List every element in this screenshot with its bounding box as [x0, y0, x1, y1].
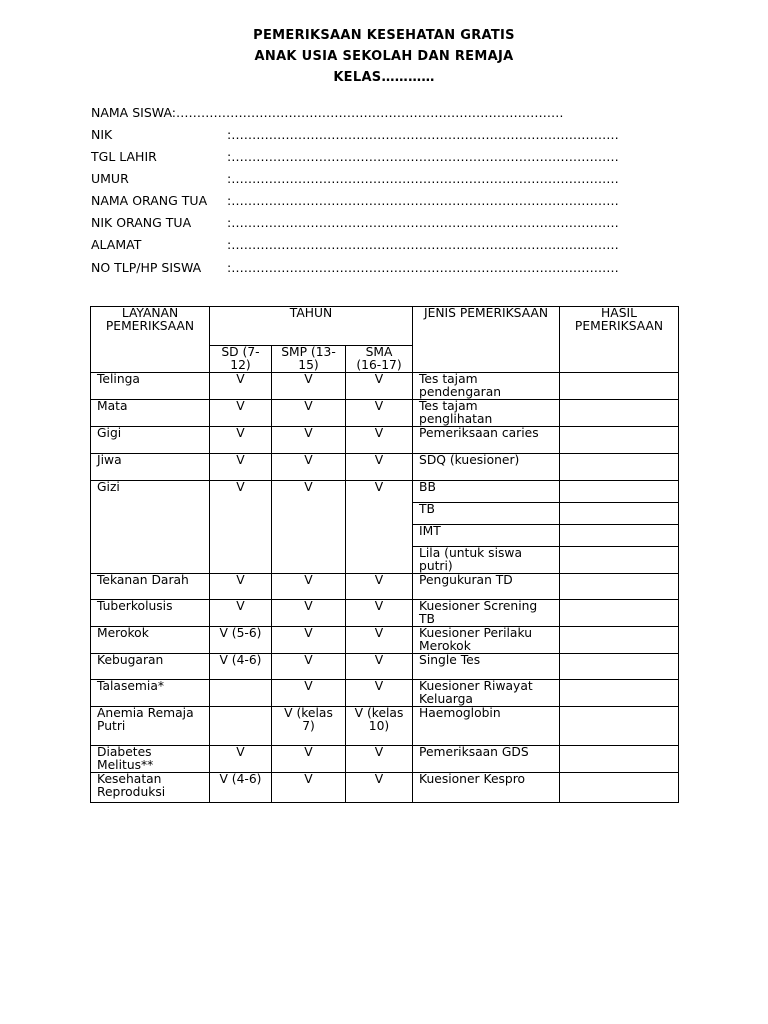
no-tlp-field: :………………………………………………………………………………… — [227, 260, 619, 275]
smp-cell: V — [272, 427, 346, 454]
table-row — [91, 427, 679, 454]
sma-cell: V — [346, 654, 413, 680]
nik-field: :………………………………………………………………………………… — [227, 127, 619, 142]
table-row — [91, 373, 679, 400]
sma-cell: V (kelas 10) — [346, 707, 413, 746]
smp-cell: V — [272, 373, 346, 400]
title-kelas: KELAS………… — [333, 70, 435, 85]
hasil-cell — [560, 503, 679, 525]
jenis-cell: Kuesioner Perilaku Merokok — [413, 627, 560, 654]
jenis-cell: Tes tajam penglihatan — [413, 400, 560, 427]
hasil-cell — [560, 525, 679, 547]
hasil-cell — [560, 574, 679, 600]
hasil-cell — [560, 746, 679, 773]
layanan-cell: Jiwa — [91, 454, 210, 481]
hasil-cell — [560, 400, 679, 427]
header-smp: SMP (13-15) — [272, 346, 346, 373]
umur-field: :………………………………………………………………………………… — [227, 171, 619, 186]
nik-orang-tua-label: NIK ORANG TUA — [91, 215, 192, 230]
sma-cell: V — [346, 680, 413, 707]
sma-cell: V — [346, 454, 413, 481]
hasil-cell — [560, 654, 679, 680]
table-row — [91, 454, 679, 481]
sma-cell: V — [346, 400, 413, 427]
umur-label: UMUR — [91, 171, 129, 186]
sd-cell: V — [210, 481, 272, 574]
title-line-2: ANAK USIA SEKOLAH DAN REMAJA — [254, 49, 514, 64]
tgl-lahir-label: TGL LAHIR — [91, 149, 157, 164]
smp-cell: V — [272, 627, 346, 654]
smp-cell: V — [272, 773, 346, 803]
sd-cell: V — [210, 454, 272, 481]
sd-cell: V — [210, 600, 272, 627]
sma-cell: V — [346, 627, 413, 654]
hasil-cell — [560, 373, 679, 400]
layanan-cell: Talasemia* — [91, 680, 210, 707]
table-row — [91, 400, 679, 427]
layanan-cell: Tekanan Darah — [91, 574, 210, 600]
table-row — [91, 600, 679, 627]
jenis-cell: IMT — [413, 525, 560, 547]
hasil-cell — [560, 627, 679, 654]
jenis-cell: Haemoglobin — [413, 707, 560, 746]
hasil-cell — [560, 707, 679, 746]
jenis-cell: Kuesioner Screning TB — [413, 600, 560, 627]
table-row — [91, 627, 679, 654]
smp-cell: V — [272, 454, 346, 481]
layanan-cell: Mata — [91, 400, 210, 427]
sd-cell: V — [210, 427, 272, 454]
smp-cell: V — [272, 481, 346, 574]
header-hasil: HASIL PEMERIKSAAN — [560, 307, 679, 373]
smp-cell: V — [272, 400, 346, 427]
sd-cell: V (4-6) — [210, 773, 272, 803]
sma-cell: V — [346, 574, 413, 600]
smp-cell: V — [272, 654, 346, 680]
jenis-cell: Pemeriksaan GDS — [413, 746, 560, 773]
smp-cell: V — [272, 680, 346, 707]
header-sma: SMA (16-17) — [346, 346, 413, 373]
layanan-cell: Tuberkolusis — [91, 600, 210, 627]
sma-cell: V — [346, 373, 413, 400]
sma-cell: V — [346, 773, 413, 803]
table-row — [91, 773, 679, 803]
sd-cell — [210, 707, 272, 746]
header-jenis: JENIS PEMERIKSAAN — [413, 307, 560, 373]
no-tlp-label: NO TLP/HP SISWA — [91, 260, 202, 275]
hasil-cell — [560, 481, 679, 503]
layanan-cell: Merokok — [91, 627, 210, 654]
table-row — [91, 680, 679, 707]
layanan-cell: Gigi — [91, 427, 210, 454]
nama-orang-tua-label: NAMA ORANG TUA — [91, 193, 208, 208]
table-row — [91, 481, 679, 503]
layanan-cell: Kebugaran — [91, 654, 210, 680]
table-row — [91, 654, 679, 680]
smp-cell: V — [272, 746, 346, 773]
nik-label: NIK — [91, 127, 113, 142]
jenis-cell: Pemeriksaan caries — [413, 427, 560, 454]
layanan-cell: Anemia Remaja Putri — [91, 707, 210, 746]
hasil-cell — [560, 773, 679, 803]
nama-orang-tua-field: :………………………………………………………………………………… — [227, 193, 619, 208]
jenis-cell: Lila (untuk siswa putri) — [413, 547, 560, 574]
jenis-cell: Single Tes — [413, 654, 560, 680]
table-row — [91, 574, 679, 600]
tgl-lahir-field: :………………………………………………………………………………… — [227, 149, 619, 164]
sma-cell: V — [346, 427, 413, 454]
layanan-cell: Telinga — [91, 373, 210, 400]
jenis-cell: Kuesioner Riwayat Keluarga — [413, 680, 560, 707]
sd-cell: V (4-6) — [210, 654, 272, 680]
layanan-cell: Diabetes Melitus** — [91, 746, 210, 773]
header-tahun: TAHUN — [210, 307, 413, 346]
sma-cell: V — [346, 746, 413, 773]
sd-cell: V — [210, 574, 272, 600]
jenis-cell: Pengukuran TD — [413, 574, 560, 600]
sma-cell: V — [346, 481, 413, 574]
layanan-cell: Kesehatan Reproduksi — [91, 773, 210, 803]
hasil-cell — [560, 427, 679, 454]
nik-orang-tua-field: :………………………………………………………………………………… — [227, 215, 619, 230]
smp-cell: V — [272, 574, 346, 600]
title-line-1: PEMERIKSAAN KESEHATAN GRATIS — [253, 28, 515, 43]
jenis-cell: Tes tajam pendengaran — [413, 373, 560, 400]
layanan-cell: Gizi — [91, 481, 210, 574]
sd-cell — [210, 680, 272, 707]
jenis-cell: Kuesioner Kespro — [413, 773, 560, 803]
header-layanan: LAYANAN PEMERIKSAAN — [91, 307, 210, 373]
alamat-label: ALAMAT — [91, 237, 142, 252]
header-sd: SD (7-12) — [210, 346, 272, 373]
table-row — [91, 707, 679, 746]
sd-cell: V — [210, 746, 272, 773]
jenis-cell: TB — [413, 503, 560, 525]
hasil-cell — [560, 680, 679, 707]
hasil-cell — [560, 454, 679, 481]
table-row — [91, 746, 679, 773]
hasil-cell — [560, 600, 679, 627]
hasil-cell — [560, 547, 679, 574]
sd-cell: V — [210, 373, 272, 400]
jenis-cell: BB — [413, 481, 560, 503]
sd-cell: V (5-6) — [210, 627, 272, 654]
smp-cell: V (kelas 7) — [272, 707, 346, 746]
nama-siswa-field: NAMA SISWA:………………………………………………………………………………… — [91, 105, 564, 120]
smp-cell: V — [272, 600, 346, 627]
examination-table — [90, 306, 679, 803]
sma-cell: V — [346, 600, 413, 627]
alamat-field: :………………………………………………………………………………… — [227, 237, 619, 252]
jenis-cell: SDQ (kuesioner) — [413, 454, 560, 481]
sd-cell: V — [210, 400, 272, 427]
